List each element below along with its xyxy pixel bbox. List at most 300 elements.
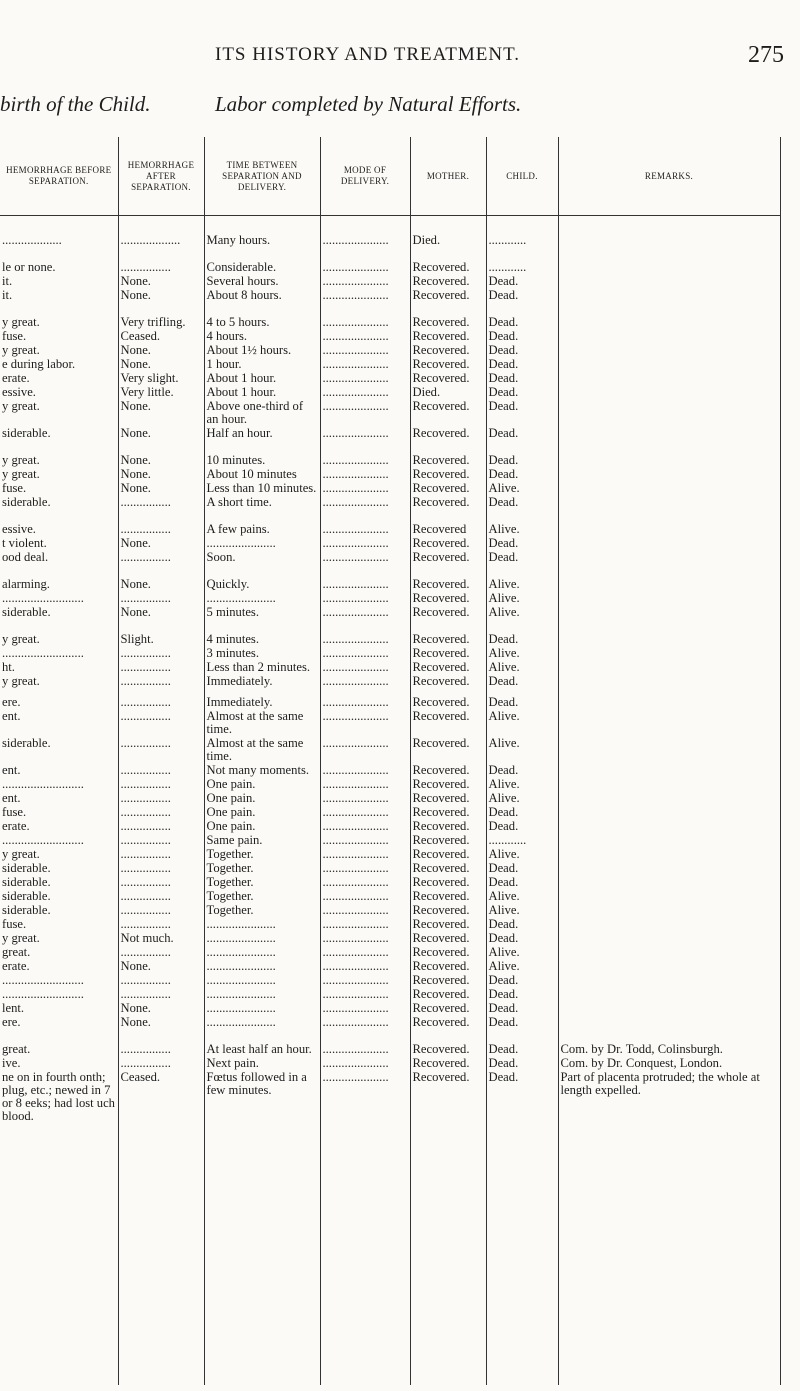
cell-mother: Recovered.	[410, 1056, 486, 1070]
cell-hemorrhage-before: ere.	[2, 695, 21, 709]
cell-mode: .....................	[320, 861, 410, 875]
cell-remarks: Part of placenta protruded; the whole at length expelled.	[558, 1070, 780, 1123]
cell-child: Dead.	[486, 274, 558, 288]
cell-time: Next pain.	[204, 1056, 320, 1070]
cell-child: Dead.	[486, 1070, 558, 1123]
cell-hemorrhage-after: ................	[118, 646, 204, 660]
cell-time: About 1 hour.	[204, 371, 320, 385]
table-row	[0, 945, 780, 959]
cell-hemorrhage-before: y great.	[2, 467, 40, 481]
cell-hemorrhage-before: lent.	[2, 1001, 25, 1015]
cell-remarks	[558, 861, 780, 875]
cell-child: Dead.	[486, 987, 558, 1001]
cell-hemorrhage-before: ood deal.	[2, 550, 49, 564]
table-row	[0, 959, 780, 973]
cell-child: Alive.	[486, 791, 558, 805]
cell-time: Many hours.	[204, 216, 320, 248]
cell-child: Dead.	[486, 688, 558, 709]
cell-hemorrhage-after: None.	[118, 536, 204, 550]
cell-hemorrhage-before: ..........................	[2, 973, 84, 987]
cell-time: Almost at the same time.	[204, 736, 320, 763]
cell-child: Alive.	[486, 777, 558, 791]
cell-mode: .....................	[320, 274, 410, 288]
filler-cell	[118, 1123, 204, 1385]
cell-child: Alive.	[486, 847, 558, 861]
cell-mode: .....................	[320, 550, 410, 564]
table-row	[0, 481, 780, 495]
cell-hemorrhage-after: ................	[118, 973, 204, 987]
cell-remarks	[558, 536, 780, 550]
cell-mother: Recovered.	[410, 973, 486, 987]
cell-hemorrhage-before: siderable.	[2, 605, 51, 619]
page-title: ITS HISTORY AND TREATMENT.	[215, 44, 521, 65]
cell-remarks	[558, 819, 780, 833]
cell-child: Dead.	[486, 674, 558, 688]
cell-hemorrhage-after: ................	[118, 1029, 204, 1056]
cell-hemorrhage-before: erate.	[2, 371, 30, 385]
cell-remarks	[558, 660, 780, 674]
cell-mode: .....................	[320, 847, 410, 861]
cell-mother: Recovered.	[410, 426, 486, 440]
cell-mode: .....................	[320, 605, 410, 619]
header-row	[0, 137, 780, 216]
cell-hemorrhage-before: ht.	[2, 660, 15, 674]
table-row	[0, 440, 780, 467]
cell-remarks: Com. by Dr. Todd, Colinsburgh.	[558, 1029, 780, 1056]
cell-remarks: Com. by Dr. Conquest, London.	[558, 1056, 780, 1070]
cell-child: Dead.	[486, 467, 558, 481]
cell-time: 10 minutes.	[204, 440, 320, 467]
cell-mode: .....................	[320, 660, 410, 674]
cell-mode: .....................	[320, 973, 410, 987]
cell-mode: .....................	[320, 736, 410, 763]
cell-remarks	[558, 399, 780, 426]
table-row	[0, 763, 780, 777]
cell-mode: .....................	[320, 1015, 410, 1029]
cell-hemorrhage-after: ...................	[118, 216, 204, 248]
cell-mode: .....................	[320, 709, 410, 736]
cell-mother: Recovered.	[410, 709, 486, 736]
cell-child: Alive.	[486, 509, 558, 536]
cell-mother: Recovered.	[410, 440, 486, 467]
cell-hemorrhage-after: None.	[118, 288, 204, 302]
cell-hemorrhage-before: siderable.	[2, 861, 51, 875]
cell-hemorrhage-after: ................	[118, 987, 204, 1001]
cell-hemorrhage-before: ent.	[2, 763, 21, 777]
cell-hemorrhage-before: siderable.	[2, 903, 51, 917]
subtitle-right: Labor completed by Natural Efforts.	[215, 92, 522, 116]
cell-mode: .....................	[320, 302, 410, 329]
cell-hemorrhage-before: erate.	[2, 819, 30, 833]
cell-mother: Died.	[410, 385, 486, 399]
cell-remarks	[558, 371, 780, 385]
cell-hemorrhage-after: ................	[118, 709, 204, 736]
cell-mode: .....................	[320, 674, 410, 688]
cell-hemorrhage-after: None.	[118, 1015, 204, 1029]
cell-mode: .....................	[320, 1029, 410, 1056]
cell-mode: .....................	[320, 777, 410, 791]
cell-mother: Recovered.	[410, 357, 486, 371]
cell-child: Alive.	[486, 889, 558, 903]
cell-hemorrhage-after: Very slight.	[118, 371, 204, 385]
cell-hemorrhage-after: Slight.	[118, 619, 204, 646]
cell-remarks	[558, 1001, 780, 1015]
cell-remarks	[558, 550, 780, 564]
cell-time: Several hours.	[204, 274, 320, 288]
cell-mother: Recovered.	[410, 959, 486, 973]
cell-child: ............	[486, 833, 558, 847]
table-row	[0, 847, 780, 861]
cell-mode: .....................	[320, 833, 410, 847]
cell-hemorrhage-before: t violent.	[2, 536, 47, 550]
cell-child: Dead.	[486, 399, 558, 426]
cell-time: 5 minutes.	[204, 605, 320, 619]
cell-child: Alive.	[486, 959, 558, 973]
cell-hemorrhage-before: ..........................	[2, 833, 84, 847]
cell-remarks	[558, 481, 780, 495]
page-number: 275	[748, 42, 784, 68]
col-mother: MOTHER.	[410, 137, 486, 216]
cell-hemorrhage-after: ................	[118, 763, 204, 777]
cell-mother: Recovered.	[410, 495, 486, 509]
table-row	[0, 1056, 780, 1070]
table-row	[0, 564, 780, 591]
cell-hemorrhage-before: fuse.	[2, 481, 27, 495]
cell-hemorrhage-before: siderable.	[2, 736, 51, 750]
cell-time: Together.	[204, 847, 320, 861]
cell-mother: Recovered.	[410, 987, 486, 1001]
cases-table	[0, 137, 781, 1385]
cell-remarks	[558, 791, 780, 805]
cell-remarks	[558, 357, 780, 371]
cell-remarks	[558, 302, 780, 329]
cell-hemorrhage-before: ...................	[2, 233, 62, 247]
cell-hemorrhage-before: siderable.	[2, 426, 51, 440]
cell-mother: Recovered.	[410, 791, 486, 805]
table-row	[0, 660, 780, 674]
table-row	[0, 288, 780, 302]
cell-time: At least half an hour.	[204, 1029, 320, 1056]
col-mode-of-delivery: MODE OF DELIVERY.	[320, 137, 410, 216]
filler-cell	[486, 1123, 558, 1385]
cell-mode: .....................	[320, 426, 410, 440]
cell-time: Not many moments.	[204, 763, 320, 777]
cell-mode: .....................	[320, 987, 410, 1001]
cell-remarks	[558, 605, 780, 619]
cell-mother: Recovered.	[410, 805, 486, 819]
table-row	[0, 736, 780, 763]
subtitle-left: birth of the Child.	[0, 92, 151, 116]
cell-hemorrhage-before: ne on in fourth onth; plug, etc.; newed in 7 or 8 eeks; had lost uch blood.	[2, 1070, 115, 1123]
col-child: CHILD.	[486, 137, 558, 216]
cell-child: Dead.	[486, 302, 558, 329]
cell-hemorrhage-before: ent.	[2, 791, 21, 805]
col-hemorrhage-before: HEMORRHAGE BEFORE SEPARATION.	[0, 137, 118, 216]
cell-hemorrhage-after: None.	[118, 426, 204, 440]
cell-remarks	[558, 564, 780, 591]
cell-child: Dead.	[486, 550, 558, 564]
cell-mode: .....................	[320, 385, 410, 399]
cell-mode: .....................	[320, 945, 410, 959]
cell-mode: .....................	[320, 619, 410, 646]
cell-hemorrhage-after: None.	[118, 274, 204, 288]
cell-mother: Recovered.	[410, 302, 486, 329]
cell-child: Dead.	[486, 1015, 558, 1029]
cell-mode: .....................	[320, 467, 410, 481]
cell-hemorrhage-before: y great.	[2, 632, 40, 646]
cell-hemorrhage-before: siderable.	[2, 495, 51, 509]
table-row	[0, 861, 780, 875]
cell-mode: .....................	[320, 1056, 410, 1070]
cell-time: Almost at the same time.	[204, 709, 320, 736]
cell-time: Together.	[204, 903, 320, 917]
table-row	[0, 903, 780, 917]
cell-time: ......................	[204, 987, 320, 1001]
cell-mode: .....................	[320, 247, 410, 274]
cell-mode: .....................	[320, 509, 410, 536]
cell-mother: Recovered.	[410, 550, 486, 564]
cell-hemorrhage-after: ................	[118, 777, 204, 791]
cell-mother: Recovered.	[410, 1070, 486, 1123]
cell-time: 4 hours.	[204, 329, 320, 343]
cell-child: Alive.	[486, 605, 558, 619]
cell-child: Dead.	[486, 917, 558, 931]
cell-mother: Recovered.	[410, 536, 486, 550]
cell-child: Dead.	[486, 819, 558, 833]
cell-hemorrhage-after: ................	[118, 591, 204, 605]
cell-mother: Recovered.	[410, 274, 486, 288]
cell-time: One pain.	[204, 791, 320, 805]
cell-child: Dead.	[486, 385, 558, 399]
cell-child: Dead.	[486, 619, 558, 646]
cell-hemorrhage-before: ere.	[2, 1015, 21, 1029]
cell-remarks	[558, 987, 780, 1001]
running-head	[0, 44, 800, 70]
cell-mother: Recovered.	[410, 481, 486, 495]
cell-time: One pain.	[204, 805, 320, 819]
cell-hemorrhage-before: it.	[2, 274, 13, 288]
cell-mode: .....................	[320, 536, 410, 550]
cell-child: Alive.	[486, 591, 558, 605]
cell-time: About 8 hours.	[204, 288, 320, 302]
filler-cell	[410, 1123, 486, 1385]
cell-hemorrhage-before: siderable.	[2, 875, 51, 889]
cell-child: Dead.	[486, 426, 558, 440]
cell-child: Dead.	[486, 805, 558, 819]
cell-mother: Recovered.	[410, 736, 486, 763]
cell-child: Dead.	[486, 440, 558, 467]
table-row	[0, 805, 780, 819]
cell-mother: Recovered.	[410, 763, 486, 777]
table-row	[0, 1070, 780, 1123]
cell-hemorrhage-after: ................	[118, 819, 204, 833]
cell-hemorrhage-after: None.	[118, 1001, 204, 1015]
cell-mode: .....................	[320, 357, 410, 371]
cell-hemorrhage-after: Ceased.	[118, 329, 204, 343]
cell-hemorrhage-after: Very trifling.	[118, 302, 204, 329]
cell-child: Dead.	[486, 329, 558, 343]
cell-hemorrhage-before: ent.	[2, 709, 21, 723]
table-row	[0, 833, 780, 847]
cell-mother: Recovered.	[410, 688, 486, 709]
cell-time: A short time.	[204, 495, 320, 509]
cell-mother: Died.	[410, 216, 486, 248]
cell-remarks	[558, 777, 780, 791]
cell-hemorrhage-after: None.	[118, 467, 204, 481]
cell-hemorrhage-after: ................	[118, 495, 204, 509]
cell-hemorrhage-before: alarming.	[2, 577, 50, 591]
cell-hemorrhage-after: ................	[118, 509, 204, 536]
cell-child: Alive.	[486, 903, 558, 917]
cell-hemorrhage-after: ................	[118, 861, 204, 875]
cell-remarks	[558, 288, 780, 302]
cell-time: ......................	[204, 1001, 320, 1015]
cell-hemorrhage-before: it.	[2, 288, 13, 302]
table-row	[0, 495, 780, 509]
cell-child: Alive.	[486, 646, 558, 660]
cell-mother: Recovered.	[410, 875, 486, 889]
table-row	[0, 329, 780, 343]
cell-mother: Recovered.	[410, 847, 486, 861]
table-row	[0, 1029, 780, 1056]
cell-hemorrhage-before: y great.	[2, 453, 40, 467]
cell-mother: Recovered.	[410, 889, 486, 903]
cell-child: Dead.	[486, 1029, 558, 1056]
cell-mother: Recovered.	[410, 619, 486, 646]
cell-child: Dead.	[486, 343, 558, 357]
cell-remarks	[558, 385, 780, 399]
cell-mode: .....................	[320, 959, 410, 973]
cell-mode: .....................	[320, 819, 410, 833]
col-time-between: TIME BETWEEN SEPARATION AND DELIVERY.	[204, 137, 320, 216]
cell-remarks	[558, 467, 780, 481]
cell-hemorrhage-after: Not much.	[118, 931, 204, 945]
cell-hemorrhage-after: ................	[118, 889, 204, 903]
cell-mother: Recovered.	[410, 903, 486, 917]
cell-hemorrhage-after: None.	[118, 959, 204, 973]
cell-time: Immediately.	[204, 674, 320, 688]
cell-child: Dead.	[486, 288, 558, 302]
cell-mother: Recovered.	[410, 777, 486, 791]
cell-child: Dead.	[486, 875, 558, 889]
cell-mode: .....................	[320, 688, 410, 709]
cell-child: Alive.	[486, 564, 558, 591]
cell-remarks	[558, 709, 780, 736]
cell-hemorrhage-before: essive.	[2, 385, 36, 399]
table-row	[0, 619, 780, 646]
cell-time: ......................	[204, 1015, 320, 1029]
cell-hemorrhage-before: y great.	[2, 343, 40, 357]
cell-remarks	[558, 973, 780, 987]
cell-mode: .....................	[320, 1001, 410, 1015]
cell-mother: Recovered.	[410, 660, 486, 674]
table-body	[0, 216, 780, 1386]
cell-hemorrhage-after: ................	[118, 833, 204, 847]
cell-mother: Recovered.	[410, 833, 486, 847]
cell-time: ......................	[204, 959, 320, 973]
cell-remarks	[558, 247, 780, 274]
cell-hemorrhage-before: great.	[2, 1042, 31, 1056]
cell-time: ......................	[204, 931, 320, 945]
cell-hemorrhage-before: fuse.	[2, 805, 27, 819]
cell-remarks	[558, 646, 780, 660]
cell-time: ......................	[204, 945, 320, 959]
table-row	[0, 274, 780, 288]
cell-time: One pain.	[204, 819, 320, 833]
cell-mother: Recovered	[410, 509, 486, 536]
cell-child: ............	[486, 247, 558, 274]
cell-mode: .....................	[320, 763, 410, 777]
cell-hemorrhage-after: Very little.	[118, 385, 204, 399]
cell-remarks	[558, 847, 780, 861]
cell-remarks	[558, 426, 780, 440]
cell-time: ......................	[204, 973, 320, 987]
table-row	[0, 509, 780, 536]
table-row	[0, 302, 780, 329]
table-row	[0, 688, 780, 709]
cell-time: One pain.	[204, 777, 320, 791]
cell-remarks	[558, 688, 780, 709]
cell-hemorrhage-after: ................	[118, 903, 204, 917]
cell-mother: Recovered.	[410, 945, 486, 959]
cell-hemorrhage-after: None.	[118, 605, 204, 619]
cell-time: Fœtus followed in a few minutes.	[204, 1070, 320, 1123]
cell-hemorrhage-after: None.	[118, 481, 204, 495]
cell-hemorrhage-before: y great.	[2, 399, 40, 413]
cell-time: 3 minutes.	[204, 646, 320, 660]
table-row	[0, 216, 780, 248]
cell-remarks	[558, 917, 780, 931]
cell-child: ............	[486, 216, 558, 248]
cell-hemorrhage-after: ................	[118, 791, 204, 805]
cell-time: Immediately.	[204, 688, 320, 709]
cell-child: Alive.	[486, 660, 558, 674]
cell-time: 4 minutes.	[204, 619, 320, 646]
cell-remarks	[558, 833, 780, 847]
cell-mode: .....................	[320, 1070, 410, 1123]
cell-mode: .....................	[320, 917, 410, 931]
cell-mode: .....................	[320, 791, 410, 805]
cell-child: Dead.	[486, 1001, 558, 1015]
col-hemorrhage-after: HEMORRHAGE AFTER SEPARATION.	[118, 137, 204, 216]
cell-time: Less than 2 minutes.	[204, 660, 320, 674]
cell-mother: Recovered.	[410, 605, 486, 619]
table-row	[0, 973, 780, 987]
cell-child: Dead.	[486, 536, 558, 550]
table-row	[0, 385, 780, 399]
cell-time: Soon.	[204, 550, 320, 564]
cell-mode: .....................	[320, 329, 410, 343]
filler-cell	[204, 1123, 320, 1385]
cell-child: Dead.	[486, 495, 558, 509]
cell-hemorrhage-before: y great.	[2, 674, 40, 688]
cell-hemorrhage-after: ................	[118, 247, 204, 274]
cell-mother: Recovered.	[410, 329, 486, 343]
cell-remarks	[558, 875, 780, 889]
cell-hemorrhage-before: ..........................	[2, 777, 84, 791]
cell-mother: Recovered.	[410, 674, 486, 688]
cell-mother: Recovered.	[410, 591, 486, 605]
table-row	[0, 875, 780, 889]
cell-time: About 1½ hours.	[204, 343, 320, 357]
cell-hemorrhage-before: le or none.	[2, 260, 56, 274]
cell-remarks	[558, 674, 780, 688]
cell-hemorrhage-after: None.	[118, 440, 204, 467]
table-row	[0, 399, 780, 426]
cell-hemorrhage-after: ................	[118, 917, 204, 931]
cell-hemorrhage-before: y great.	[2, 315, 40, 329]
table-row	[0, 426, 780, 440]
